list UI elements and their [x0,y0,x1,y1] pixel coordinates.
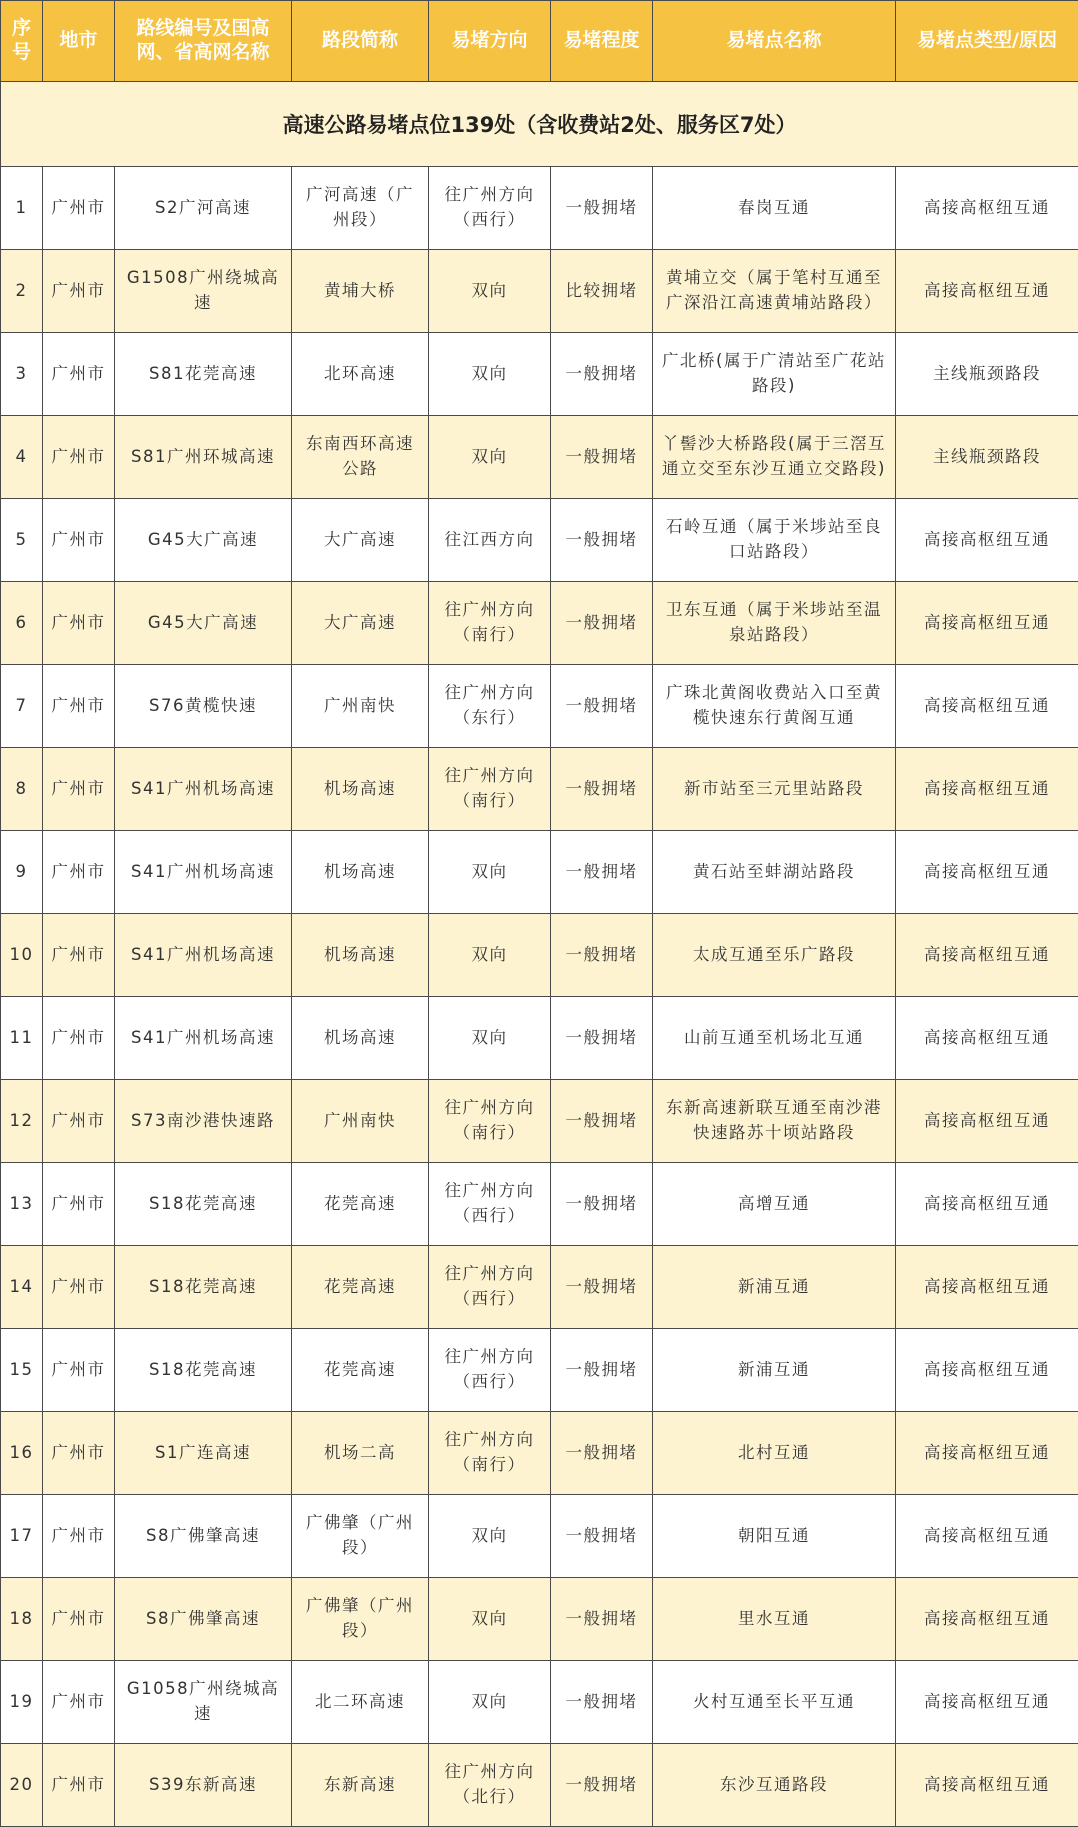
cell-level: 一般拥堵 [551,1495,653,1578]
cell-segment: 广河高速（广州段） [292,167,429,250]
cell-city: 广州市 [43,167,115,250]
header-city: 地市 [43,1,115,82]
header-segment: 路段简称 [292,1,429,82]
cell-index: 3 [1,333,43,416]
cell-type: 高接高枢纽互通 [896,167,1078,250]
cell-index: 20 [1,1744,43,1827]
cell-level: 一般拥堵 [551,1578,653,1661]
table-row [1,1661,1078,1744]
cell-city: 广州市 [43,1163,115,1246]
cell-index: 13 [1,1163,43,1246]
cell-point: 火村互通至长平互通 [653,1661,896,1744]
cell-segment: 黄埔大桥 [292,250,429,333]
cell-type: 高接高枢纽互通 [896,997,1078,1080]
header-row [1,1,1078,82]
cell-point: 新市站至三元里站路段 [653,748,896,831]
cell-level: 一般拥堵 [551,914,653,997]
cell-index: 17 [1,1495,43,1578]
table-row [1,1080,1078,1163]
cell-route: S39东新高速 [115,1744,292,1827]
cell-segment: 东新高速 [292,1744,429,1827]
cell-level: 一般拥堵 [551,831,653,914]
cell-point: 丫髻沙大桥路段(属于三滘互通立交至东沙互通立交路段) [653,416,896,499]
cell-route: G45大广高速 [115,499,292,582]
cell-segment: 花莞高速 [292,1329,429,1412]
cell-direction: 双向 [429,914,551,997]
cell-route: S41广州机场高速 [115,997,292,1080]
cell-direction: 往广州方向（北行） [429,1744,551,1827]
cell-direction: 双向 [429,1578,551,1661]
cell-index: 7 [1,665,43,748]
cell-city: 广州市 [43,914,115,997]
header-level: 易堵程度 [551,1,653,82]
cell-route: S18花莞高速 [115,1329,292,1412]
cell-index: 10 [1,914,43,997]
cell-route: S2广河高速 [115,167,292,250]
cell-segment: 机场高速 [292,914,429,997]
cell-route: S81广州环城高速 [115,416,292,499]
cell-type: 高接高枢纽互通 [896,1412,1078,1495]
cell-index: 11 [1,997,43,1080]
cell-type: 高接高枢纽互通 [896,831,1078,914]
cell-type: 高接高枢纽互通 [896,1329,1078,1412]
cell-segment: 广佛肇（广州段） [292,1578,429,1661]
cell-index: 12 [1,1080,43,1163]
cell-city: 广州市 [43,416,115,499]
header-point: 易堵点名称 [653,1,896,82]
cell-type: 高接高枢纽互通 [896,1578,1078,1661]
cell-city: 广州市 [43,831,115,914]
cell-point: 太成互通至乐广路段 [653,914,896,997]
table-row [1,333,1078,416]
cell-index: 9 [1,831,43,914]
cell-type: 高接高枢纽互通 [896,914,1078,997]
cell-level: 一般拥堵 [551,665,653,748]
table-row [1,665,1078,748]
cell-type: 高接高枢纽互通 [896,748,1078,831]
cell-segment: 机场高速 [292,997,429,1080]
cell-segment: 大广高速 [292,582,429,665]
cell-point: 高增互通 [653,1163,896,1246]
cell-point: 卫东互通（属于米埗站至温泉站路段） [653,582,896,665]
cell-level: 一般拥堵 [551,1744,653,1827]
cell-city: 广州市 [43,1329,115,1412]
cell-direction: 双向 [429,831,551,914]
cell-city: 广州市 [43,748,115,831]
section-title-row [1,82,1078,167]
table-row [1,1163,1078,1246]
table-row [1,499,1078,582]
cell-point: 新浦互通 [653,1246,896,1329]
cell-route: S41广州机场高速 [115,831,292,914]
cell-point: 广珠北黄阁收费站入口至黄榄快速东行黄阁互通 [653,665,896,748]
cell-segment: 机场高速 [292,748,429,831]
cell-route: S1广连高速 [115,1412,292,1495]
cell-segment: 机场二高 [292,1412,429,1495]
cell-type: 主线瓶颈路段 [896,333,1078,416]
cell-route: S18花莞高速 [115,1246,292,1329]
cell-level: 一般拥堵 [551,748,653,831]
cell-segment: 北环高速 [292,333,429,416]
cell-segment: 花莞高速 [292,1163,429,1246]
cell-level: 一般拥堵 [551,499,653,582]
cell-point: 黄石站至蚌湖站路段 [653,831,896,914]
cell-direction: 往广州方向（南行） [429,748,551,831]
cell-segment: 广佛肇（广州段） [292,1495,429,1578]
cell-point: 山前互通至机场北互通 [653,997,896,1080]
cell-city: 广州市 [43,1412,115,1495]
cell-city: 广州市 [43,665,115,748]
cell-index: 18 [1,1578,43,1661]
cell-direction: 双向 [429,333,551,416]
cell-direction: 双向 [429,250,551,333]
cell-type: 高接高枢纽互通 [896,499,1078,582]
cell-route: S76黄榄快速 [115,665,292,748]
cell-segment: 机场高速 [292,831,429,914]
cell-direction: 往广州方向（南行） [429,1080,551,1163]
cell-route: S8广佛肇高速 [115,1578,292,1661]
cell-segment: 东南西环高速公路 [292,416,429,499]
table-row [1,416,1078,499]
cell-level: 比较拥堵 [551,250,653,333]
cell-index: 16 [1,1412,43,1495]
cell-direction: 往广州方向（南行） [429,1412,551,1495]
cell-route: S8广佛肇高速 [115,1495,292,1578]
cell-route: S81花莞高速 [115,333,292,416]
cell-city: 广州市 [43,997,115,1080]
table-row [1,167,1078,250]
cell-route: S41广州机场高速 [115,748,292,831]
cell-type: 高接高枢纽互通 [896,665,1078,748]
cell-segment: 大广高速 [292,499,429,582]
cell-level: 一般拥堵 [551,333,653,416]
cell-segment: 花莞高速 [292,1246,429,1329]
cell-index: 6 [1,582,43,665]
cell-route: S41广州机场高速 [115,914,292,997]
cell-direction: 往广州方向（南行） [429,582,551,665]
cell-index: 2 [1,250,43,333]
cell-level: 一般拥堵 [551,997,653,1080]
cell-direction: 往广州方向（西行） [429,1163,551,1246]
cell-point: 春岗互通 [653,167,896,250]
cell-direction: 双向 [429,1661,551,1744]
cell-city: 广州市 [43,250,115,333]
table-row [1,748,1078,831]
cell-point: 东新高速新联互通至南沙港快速路苏十顷站路段 [653,1080,896,1163]
cell-city: 广州市 [43,1495,115,1578]
header-type: 易堵点类型/原因 [896,1,1078,82]
cell-level: 一般拥堵 [551,1246,653,1329]
cell-segment: 北二环高速 [292,1661,429,1744]
cell-index: 1 [1,167,43,250]
cell-point: 石岭互通（属于米埗站至良口站路段） [653,499,896,582]
cell-level: 一般拥堵 [551,167,653,250]
table-row [1,914,1078,997]
cell-direction: 往广州方向（西行） [429,1329,551,1412]
cell-route: S73南沙港快速路 [115,1080,292,1163]
cell-type: 高接高枢纽互通 [896,1246,1078,1329]
cell-direction: 往广州方向（西行） [429,167,551,250]
table-row [1,831,1078,914]
cell-point: 朝阳互通 [653,1495,896,1578]
cell-segment: 广州南快 [292,1080,429,1163]
cell-city: 广州市 [43,1661,115,1744]
cell-type: 高接高枢纽互通 [896,1080,1078,1163]
cell-city: 广州市 [43,499,115,582]
cell-direction: 往江西方向 [429,499,551,582]
cell-direction: 双向 [429,997,551,1080]
cell-route: G1508广州绕城高速 [115,250,292,333]
table-row [1,1329,1078,1412]
cell-index: 19 [1,1661,43,1744]
table-row [1,250,1078,333]
cell-city: 广州市 [43,1578,115,1661]
cell-point: 黄埔立交（属于笔村互通至广深沿江高速黄埔站路段） [653,250,896,333]
cell-level: 一般拥堵 [551,416,653,499]
table-row [1,997,1078,1080]
cell-direction: 往广州方向（东行） [429,665,551,748]
cell-type: 高接高枢纽互通 [896,1661,1078,1744]
cell-city: 广州市 [43,1744,115,1827]
cell-direction: 双向 [429,416,551,499]
cell-point: 广北桥(属于广清站至广花站路段) [653,333,896,416]
cell-route: S18花莞高速 [115,1163,292,1246]
cell-index: 5 [1,499,43,582]
cell-type: 高接高枢纽互通 [896,1495,1078,1578]
table-row [1,1578,1078,1661]
cell-type: 主线瓶颈路段 [896,416,1078,499]
cell-route: G1058广州绕城高速 [115,1661,292,1744]
cell-segment: 广州南快 [292,665,429,748]
cell-index: 8 [1,748,43,831]
cell-index: 4 [1,416,43,499]
header-direction: 易堵方向 [429,1,551,82]
cell-level: 一般拥堵 [551,582,653,665]
header-index: 序号 [1,1,43,82]
table-row [1,582,1078,665]
cell-city: 广州市 [43,333,115,416]
cell-level: 一般拥堵 [551,1661,653,1744]
table-row [1,1246,1078,1329]
cell-type: 高接高枢纽互通 [896,1163,1078,1246]
table-row [1,1412,1078,1495]
cell-index: 14 [1,1246,43,1329]
table-row [1,1744,1078,1827]
cell-level: 一般拥堵 [551,1080,653,1163]
cell-level: 一般拥堵 [551,1329,653,1412]
cell-point: 里水互通 [653,1578,896,1661]
cell-point: 新浦互通 [653,1329,896,1412]
cell-city: 广州市 [43,1080,115,1163]
cell-point: 东沙互通路段 [653,1744,896,1827]
cell-level: 一般拥堵 [551,1412,653,1495]
cell-city: 广州市 [43,582,115,665]
cell-direction: 往广州方向（西行） [429,1246,551,1329]
cell-type: 高接高枢纽互通 [896,1744,1078,1827]
header-route: 路线编号及国高网、省高网名称 [115,1,292,82]
cell-type: 高接高枢纽互通 [896,250,1078,333]
cell-type: 高接高枢纽互通 [896,582,1078,665]
cell-direction: 双向 [429,1495,551,1578]
cell-city: 广州市 [43,1246,115,1329]
cell-index: 15 [1,1329,43,1412]
table-row [1,1495,1078,1578]
section-title: 高速公路易堵点位139处（含收费站2处、服务区7处） [1,82,1078,167]
cell-route: G45大广高速 [115,582,292,665]
cell-level: 一般拥堵 [551,1163,653,1246]
cell-point: 北村互通 [653,1412,896,1495]
